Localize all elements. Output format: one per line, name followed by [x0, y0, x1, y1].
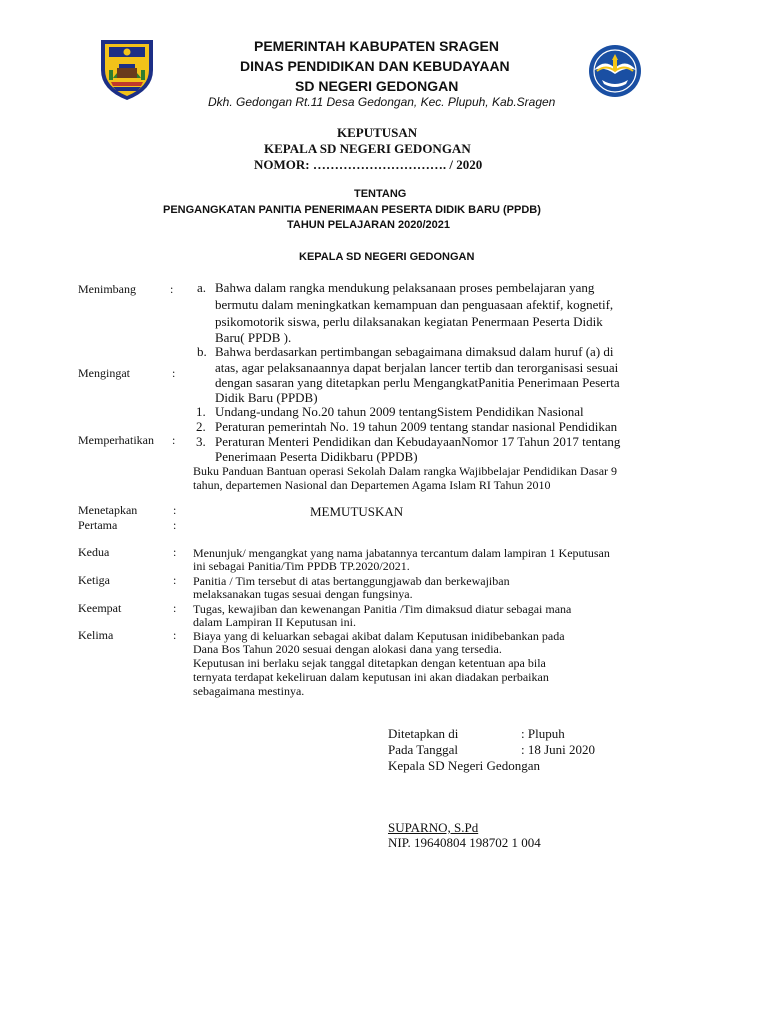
- label-keempat: Keempat: [78, 601, 122, 615]
- sragen-regency-emblem-icon: [97, 38, 157, 102]
- kedua-line: ini sebagai Panitia/Tim PPDB TP.2020/2021.: [193, 559, 410, 573]
- menimbang-a-line: Baru( PPDB ).: [215, 330, 292, 345]
- menimbang-b-line: Didik Baru (PPDB): [215, 390, 318, 405]
- label-memperhatikan: Memperhatikan: [78, 433, 154, 447]
- menimbang-a-line: psikomotorik siswa, perlu dilaksanakan kegiatan Penermaan Peserta Didik: [215, 314, 603, 329]
- colon-mengingat: :: [172, 366, 176, 380]
- mengingat-item: Undang-undang No.20 tahun 2009 tentangSistem Pendidikan Nasional: [215, 404, 584, 419]
- label-mengingat: Mengingat: [78, 366, 130, 380]
- title-nomor: NOMOR: …………………………. / 2020: [254, 157, 483, 172]
- tentang-line1: PENGANGKATAN PANITIA PENERIMAAN PESERTA DIDIK BARU (PPDB): [163, 204, 541, 216]
- colon-memperhatikan: :: [172, 433, 176, 447]
- header-department: DINAS PENDIDIKAN DAN KEBUDAYAAN: [240, 58, 510, 74]
- title-keputusan: KEPUTUSAN: [337, 125, 418, 140]
- kedua-line: Menunjuk/ mengangkat yang nama jabatannya tercantum dalam lampiran 1 Keputusan: [193, 546, 610, 560]
- signatory-name: SUPARNO, S.Pd: [388, 820, 479, 835]
- ketiga-line: melaksanakan tugas sesuai dengan fungsinya.: [193, 587, 413, 601]
- jabatan: Kepala SD Negeri Gedongan: [388, 758, 540, 773]
- colon-pertama: :: [173, 518, 177, 532]
- ketiga-line: Panitia / Tim tersebut di atas bertanggungjawab dan berkewajiban: [193, 574, 510, 588]
- tanggal-label: Pada Tanggal: [388, 742, 458, 757]
- ditetapkan-value: : Plupuh: [521, 726, 565, 741]
- keempat-line: dalam Lampiran II Keputusan ini.: [193, 615, 356, 629]
- ditetapkan-label: Ditetapkan di: [388, 726, 459, 741]
- header-government: PEMERINTAH KABUPATEN SRAGEN: [254, 38, 500, 54]
- colon-kedua: :: [173, 545, 177, 559]
- mengingat-item: Peraturan Menteri Pendidikan dan KebudayaanNomor 17 Tahun 2017 tentang: [215, 434, 621, 449]
- menimbang-a-line: bermutu dalam meningkatkan kemampuan dan penguasaan afektif, kognetif,: [215, 297, 614, 312]
- tanggal-value: : 18 Juni 2020: [521, 742, 596, 757]
- menimbang-a-line: Bahwa dalam rangka mendukung pelaksanaan proses pembelajaran yang: [215, 280, 595, 295]
- mengingat-num: 3.: [196, 434, 206, 449]
- label-ketiga: Ketiga: [78, 573, 110, 587]
- keempat-line: Tugas, kewajiban dan kewenangan Panitia /Tim dimaksud diatur sebagai mana: [193, 602, 572, 616]
- label-kedua: Kedua: [78, 545, 110, 559]
- kelima-line: Keputusan ini berlaku sejak tanggal ditetapkan dengan ketentuan apa bila: [193, 656, 546, 670]
- colon-menimbang: :: [170, 282, 174, 296]
- header-school: SD NEGERI GEDONGAN: [295, 78, 459, 94]
- colon-keempat: :: [173, 601, 177, 615]
- menimbang-b-line: Bahwa berdasarkan pertimbangan sebagaimana dimaksud dalam huruf (a) di: [215, 344, 614, 359]
- label-menetapkan: Menetapkan: [78, 503, 138, 517]
- label-kelima: Kelima: [78, 628, 114, 642]
- title-kepala: KEPALA SD NEGERI GEDONGAN: [264, 141, 471, 156]
- memutuskan-heading: MEMUTUSKAN: [310, 504, 404, 519]
- signatory-nip: NIP. 19640804 198702 1 004: [388, 835, 541, 850]
- colon-menetapkan: :: [173, 503, 177, 517]
- header-address: Dkh. Gedongan Rt.11 Desa Gedongan, Kec. Plupuh, Kab.Sragen: [208, 95, 556, 109]
- mengingat-item: Peraturan pemerintah No. 19 tahun 2009 tentang standar nasional Pendidikan: [215, 419, 618, 434]
- label-menimbang: Menimbang: [78, 282, 136, 296]
- tentang-line2: TAHUN PELAJARAN 2020/2021: [287, 219, 451, 231]
- memperhatikan-line: tahun, departemen Nasional dan Departemen Agama Islam RI Tahun 2010: [193, 478, 551, 492]
- menimbang-b-line: atas, agar pelaksanaannya dapat berjalan lancer tertib dan terorganisasi sesuai: [215, 360, 619, 375]
- kelima-line: Dana Bos Tahun 2020 sesuai dengan alokasi dana yang tersedia.: [193, 642, 502, 656]
- kepala-heading: KEPALA SD NEGERI GEDONGAN: [299, 251, 475, 263]
- kelima-line: ternyata terdapat kekeliruan dalam keputusan ini akan diadakan perbaikan: [193, 670, 549, 684]
- mengingat-item-cont: Penerimaan Peserta Didikbaru (PPDB): [215, 449, 418, 464]
- memperhatikan-line: Buku Panduan Bantuan operasi Sekolah Dalam rangka Wajibbelajar Pendidikan Dasar 9: [193, 464, 618, 478]
- menimbang-b-line: dengan sasaran yang ditetapkan perlu MengangkatPanitia Penerimaan Peserta: [215, 375, 620, 390]
- menimbang-a-marker: a.: [197, 280, 207, 295]
- tut-wuri-handayani-emblem-icon: [584, 44, 646, 98]
- kelima-line: sebagaimana mestinya.: [193, 684, 305, 698]
- mengingat-num: 1.: [196, 404, 206, 419]
- menimbang-b-marker: b.: [197, 344, 207, 359]
- colon-kelima: :: [173, 628, 177, 642]
- mengingat-num: 2.: [196, 419, 206, 434]
- label-pertama: Pertama: [78, 518, 118, 532]
- kelima-line: Biaya yang di keluarkan sebagai akibat dalam Keputusan inidibebankan pada: [193, 629, 565, 643]
- tentang-label: TENTANG: [354, 188, 407, 200]
- colon-ketiga: :: [173, 573, 177, 587]
